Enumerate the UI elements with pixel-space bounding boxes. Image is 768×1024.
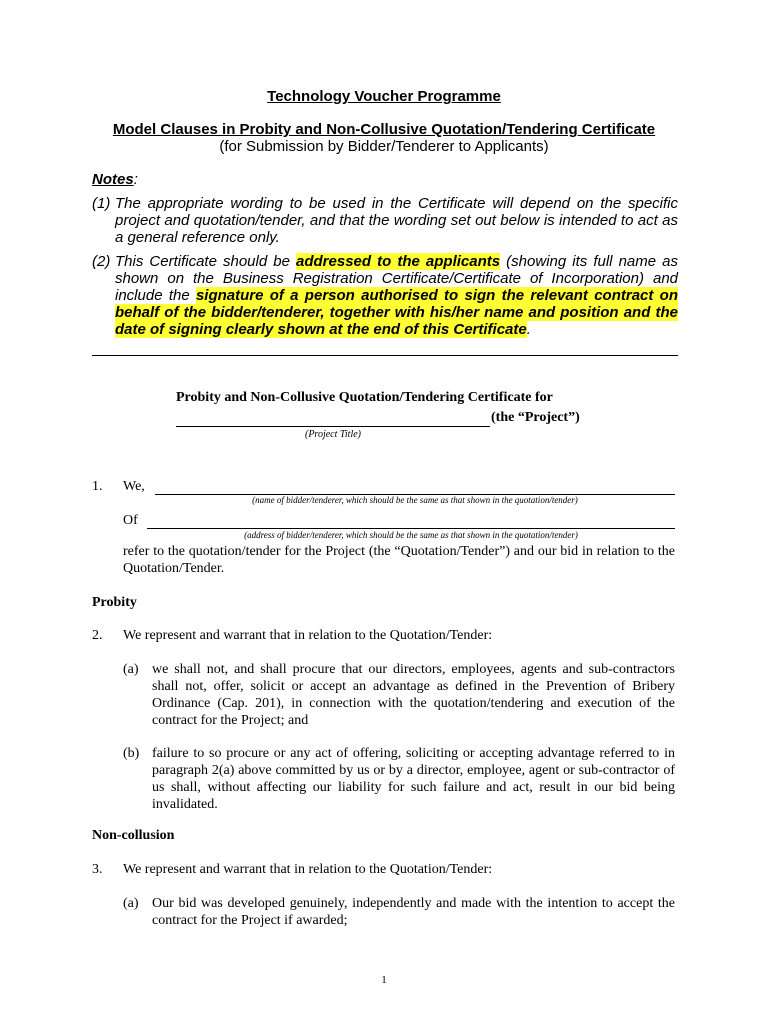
highlight-signature: signature of a person authorised to sign the relevant contract on behalf of the bidder/tenderer, together with his/her name and position and the date of signing clearly shown at the end of this Certificate — [115, 287, 678, 338]
certificate-title: Probity and Non-Collusive Quotation/Tendering Certificate for — [176, 390, 553, 405]
clause-2-number: 2. — [92, 628, 103, 643]
programme-title: Technology Voucher Programme — [267, 88, 501, 105]
note-2 — [92, 253, 678, 338]
note-1-number: (1) — [92, 195, 111, 212]
probity-heading: Probity — [92, 595, 137, 610]
note-1 — [92, 195, 678, 246]
clause-2a-text: we shall not, and shall procure that our directors, employees, agents and sub-contractors shall not, offer, solicit or accept an advantage as defined in the Prevention of Bribery Ordinance (Cap. 201), in connection with the quotation/tendering and execution of the contract for the Project; and — [152, 662, 675, 728]
note-2-text: This Certificate should be addressed to the applicants (showing its full name as shown on the Business Registration Certificate/Certificate of Incorporation) and include the signature of a person authorised to sign the relevant contract on behalf of the bidder/tenderer, together with his/her name and position and the date of signing clearly shown at the end of this Certificate. — [115, 253, 679, 338]
clause-3a-text: Our bid was developed genuinely, independently and made with the intention to accept the contract for the Project if awarded; — [152, 896, 675, 928]
clause-1-we: We, — [123, 479, 145, 494]
clause-2b-text: failure to so procure or any act of offering, soliciting or accepting advantage referred to in paragraph 2(a) above committed by us or by a director, employee, agent or sub-contractor of us shall, without affecting our liability for such failure and act, result in our bid being invalidated. — [152, 746, 675, 812]
note-1-text: The appropriate wording to be used in the Certificate will depend on the specific project and quotation/tender, and that the wording set out below is intended to act as a general reference only. — [115, 195, 678, 246]
certificate-project-label: (the “Project”) — [491, 410, 580, 425]
clause-3-intro: We represent and warrant that in relation to the Quotation/Tender: — [123, 862, 493, 877]
bidder-address-caption: (address of bidder/tenderer, which should be the same as that shown in the quotation/tender) — [244, 530, 578, 540]
clause-2-intro: We represent and warrant that in relation to the Quotation/Tender: — [123, 628, 493, 643]
clause-1-text: refer to the quotation/tender for the Project (the “Quotation/Tender”) and our bid in relation to the Quotation/Tender. — [123, 544, 675, 576]
section-divider — [92, 355, 678, 356]
clause-2b-number: (b) — [123, 746, 140, 761]
clause-3a-number: (a) — [123, 896, 139, 911]
notes-heading: Notes: — [92, 171, 138, 188]
clause-1-of: Of — [123, 513, 138, 528]
note-2-number: (2) — [92, 253, 111, 270]
noncollusion-heading: Non-collusion — [92, 828, 175, 843]
project-title-line — [176, 426, 490, 427]
highlight-addressed: addressed to the applicants — [296, 253, 501, 270]
clause-1-number: 1. — [92, 479, 103, 494]
model-clauses-title: Model Clauses in Probity and Non-Collusive Quotation/Tendering Certificate — [112, 121, 656, 138]
page-number: 1 — [381, 974, 387, 986]
clause-3-number: 3. — [92, 862, 103, 877]
bidder-name-caption: (name of bidder/tenderer, which should be the same as that shown in the quotation/tender) — [252, 495, 578, 505]
bidder-address-line — [147, 528, 675, 529]
project-title-caption: (Project Title) — [304, 429, 361, 440]
submission-subtitle: (for Submission by Bidder/Tenderer to Applicants) — [219, 138, 549, 155]
clause-2a-number: (a) — [123, 662, 139, 677]
